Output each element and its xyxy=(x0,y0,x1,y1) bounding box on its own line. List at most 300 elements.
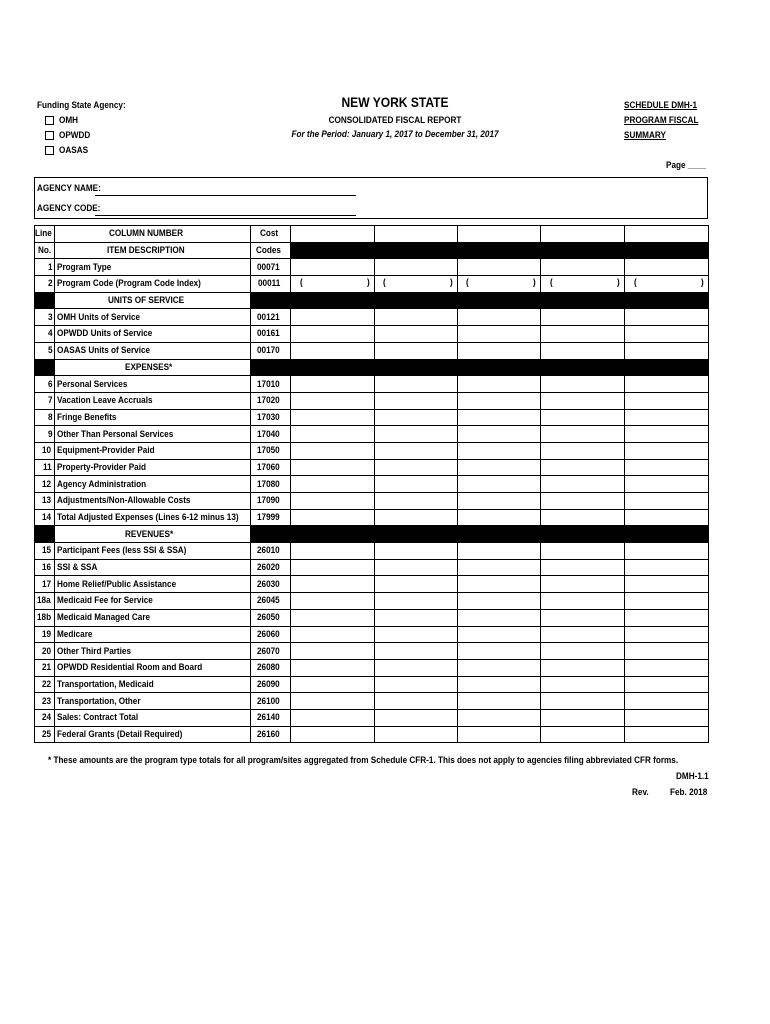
amount-input-cell[interactable] xyxy=(625,593,709,610)
amount-input-cell[interactable] xyxy=(291,326,375,343)
amount-input-cell[interactable] xyxy=(625,392,709,409)
amount-input-cell[interactable] xyxy=(625,442,709,459)
amount-input-cell[interactable] xyxy=(458,626,541,643)
amount-input-cell[interactable] xyxy=(541,493,625,510)
shaded-cell xyxy=(291,242,375,259)
amount-input-cell[interactable] xyxy=(375,509,458,526)
shaded-cell xyxy=(541,359,625,376)
column-header-input[interactable] xyxy=(458,226,541,243)
cost-code: 26020 xyxy=(251,559,291,576)
amount-input-cell[interactable] xyxy=(458,493,541,510)
checkbox-oasas[interactable] xyxy=(45,146,54,155)
amount-input-cell[interactable] xyxy=(291,426,375,443)
cost-code: 17080 xyxy=(251,476,291,493)
amount-input-cell[interactable] xyxy=(458,509,541,526)
funding-option-label: OPWDD xyxy=(59,130,91,141)
table-row xyxy=(35,459,709,476)
amount-input-cell[interactable] xyxy=(375,309,458,326)
table-row xyxy=(35,726,709,743)
amount-input-cell[interactable] xyxy=(541,709,625,726)
amount-input-cell[interactable] xyxy=(291,543,375,560)
header-cell-item-description: ITEM DESCRIPTION xyxy=(55,242,251,259)
item-description: Program Type xyxy=(55,259,251,276)
amount-input-cell[interactable] xyxy=(458,326,541,343)
amount-input-cell[interactable] xyxy=(291,376,375,393)
amount-input-cell[interactable] xyxy=(541,342,625,359)
report-period: For the Period: January 1, 2017 to December 31, 2017 xyxy=(291,129,499,140)
amount-input-cell[interactable] xyxy=(375,576,458,593)
item-description: Property-Provider Paid xyxy=(55,459,251,476)
amount-input-cell[interactable] xyxy=(375,593,458,610)
line-number: 5 xyxy=(35,342,55,359)
amount-input-cell[interactable] xyxy=(375,676,458,693)
shaded-cell xyxy=(458,359,541,376)
amount-input-cell[interactable] xyxy=(375,659,458,676)
paren-close: ) xyxy=(700,277,704,289)
checkbox-opwdd[interactable] xyxy=(45,131,54,140)
header-cell-codes: Codes xyxy=(251,242,291,259)
amount-input-cell[interactable] xyxy=(625,693,709,710)
header-cell-column-number: COLUMN NUMBER xyxy=(55,226,251,243)
amount-input-cell[interactable] xyxy=(541,309,625,326)
amount-input-cell[interactable] xyxy=(541,659,625,676)
amount-input-cell[interactable] xyxy=(458,392,541,409)
amount-input-cell[interactable] xyxy=(541,409,625,426)
amount-input-cell[interactable] xyxy=(375,476,458,493)
amount-input-cell[interactable] xyxy=(541,609,625,626)
funding-option-label: OASAS xyxy=(59,145,89,156)
shaded-cell xyxy=(291,526,375,543)
amount-input-cell[interactable] xyxy=(625,626,709,643)
amount-input-cell[interactable] xyxy=(458,559,541,576)
amount-input-cell[interactable] xyxy=(291,643,375,660)
shaded-cell xyxy=(375,526,458,543)
table-row xyxy=(35,693,709,710)
header-cell-cost: Cost xyxy=(251,226,291,243)
amount-input-cell[interactable] xyxy=(625,459,709,476)
amount-input-cell[interactable] xyxy=(625,709,709,726)
column-header-input[interactable] xyxy=(375,226,458,243)
shaded-cell xyxy=(458,526,541,543)
amount-input-cell[interactable] xyxy=(458,593,541,610)
shaded-cell xyxy=(541,242,625,259)
column-header-input[interactable] xyxy=(541,226,625,243)
page-number-field[interactable]: Page ____ xyxy=(666,160,706,171)
shaded-cell xyxy=(35,526,55,543)
cost-code: 17040 xyxy=(251,426,291,443)
amount-input-cell[interactable] xyxy=(291,276,375,293)
line-number: 19 xyxy=(35,626,55,643)
cost-code: 26030 xyxy=(251,576,291,593)
item-description: Participant Fees (less SSI & SSA) xyxy=(55,543,251,560)
amount-input-cell[interactable] xyxy=(375,376,458,393)
item-description: Fringe Benefits xyxy=(55,409,251,426)
table-row xyxy=(35,259,709,276)
amount-input-cell[interactable] xyxy=(375,276,458,293)
shaded-cell xyxy=(625,359,709,376)
section-title: EXPENSES* xyxy=(55,359,251,376)
amount-input-cell[interactable] xyxy=(541,376,625,393)
amount-input-cell[interactable] xyxy=(458,476,541,493)
amount-input-cell[interactable] xyxy=(458,676,541,693)
amount-input-cell[interactable] xyxy=(541,509,625,526)
line-number: 12 xyxy=(35,476,55,493)
amount-input-cell[interactable] xyxy=(291,626,375,643)
amount-input-cell[interactable] xyxy=(625,426,709,443)
header-row xyxy=(35,242,709,259)
paren-open: ( xyxy=(633,277,637,289)
amount-input-cell[interactable] xyxy=(375,259,458,276)
line-number: 14 xyxy=(35,509,55,526)
amount-input-cell[interactable] xyxy=(458,726,541,743)
amount-input-cell[interactable] xyxy=(541,693,625,710)
cost-code: 26080 xyxy=(251,659,291,676)
amount-input-cell[interactable] xyxy=(458,442,541,459)
amount-input-cell[interactable] xyxy=(625,276,709,293)
amount-input-cell[interactable] xyxy=(375,493,458,510)
funding-option-omh[interactable] xyxy=(45,115,81,126)
cost-code: 17999 xyxy=(251,509,291,526)
item-description: SSI & SSA xyxy=(55,559,251,576)
item-description: Medicare xyxy=(55,626,251,643)
amount-input-cell[interactable] xyxy=(375,559,458,576)
amount-input-cell[interactable] xyxy=(375,342,458,359)
amount-input-cell[interactable] xyxy=(541,543,625,560)
table-row xyxy=(35,543,709,560)
line-number: 7 xyxy=(35,392,55,409)
amount-input-cell[interactable] xyxy=(625,726,709,743)
agency-code-label: AGENCY CODE: xyxy=(37,203,101,214)
amount-input-cell[interactable] xyxy=(541,676,625,693)
form-id: DMH-1.1 xyxy=(676,771,709,782)
table-row xyxy=(35,442,709,459)
amount-input-cell[interactable] xyxy=(375,543,458,560)
agency-name-label: AGENCY NAME: xyxy=(37,183,101,194)
shaded-cell xyxy=(375,242,458,259)
shaded-cell xyxy=(375,359,458,376)
item-description: Transportation, Other xyxy=(55,693,251,710)
amount-input-cell[interactable] xyxy=(291,409,375,426)
amount-input-cell[interactable] xyxy=(291,442,375,459)
item-description: Personal Services xyxy=(55,376,251,393)
amount-input-cell[interactable] xyxy=(291,342,375,359)
table-row xyxy=(35,559,709,576)
item-description: Vacation Leave Accruals xyxy=(55,392,251,409)
state-title-wrap xyxy=(250,94,540,110)
paren-close: ) xyxy=(616,277,620,289)
cost-code: 00011 xyxy=(251,276,291,293)
shaded-cell xyxy=(541,526,625,543)
amount-input-cell[interactable] xyxy=(291,459,375,476)
cost-code: 26045 xyxy=(251,593,291,610)
amount-input-cell[interactable] xyxy=(375,426,458,443)
funding-option-label: OMH xyxy=(59,115,79,126)
line-number: 10 xyxy=(35,442,55,459)
line-number: 21 xyxy=(35,659,55,676)
amount-input-cell[interactable] xyxy=(291,259,375,276)
amount-input-cell[interactable] xyxy=(625,509,709,526)
amount-input-cell[interactable] xyxy=(375,459,458,476)
amount-input-cell[interactable] xyxy=(625,409,709,426)
amount-input-cell[interactable] xyxy=(375,693,458,710)
cost-code: 26050 xyxy=(251,609,291,626)
amount-input-cell[interactable] xyxy=(625,259,709,276)
shaded-cell xyxy=(458,242,541,259)
amount-input-cell[interactable] xyxy=(625,559,709,576)
amount-input-cell[interactable] xyxy=(541,726,625,743)
amount-input-cell[interactable] xyxy=(291,493,375,510)
amount-input-cell[interactable] xyxy=(541,643,625,660)
table-row xyxy=(35,593,709,610)
section-title: UNITS OF SERVICE xyxy=(55,292,251,309)
cost-code: 17060 xyxy=(251,459,291,476)
amount-input-cell[interactable] xyxy=(541,442,625,459)
cost-code: 00170 xyxy=(251,342,291,359)
shaded-cell xyxy=(35,359,55,376)
amount-input-cell[interactable] xyxy=(458,342,541,359)
table-row xyxy=(35,626,709,643)
amount-input-cell[interactable] xyxy=(458,693,541,710)
item-description: Adjustments/Non-Allowable Costs xyxy=(55,493,251,510)
revision-label: Rev. xyxy=(632,787,649,798)
amount-input-cell[interactable] xyxy=(375,409,458,426)
cost-code: 26140 xyxy=(251,709,291,726)
amount-input-cell[interactable] xyxy=(291,609,375,626)
cost-code: 17050 xyxy=(251,442,291,459)
amount-input-cell[interactable] xyxy=(625,543,709,560)
amount-input-cell[interactable] xyxy=(375,726,458,743)
funding-option-oasas[interactable] xyxy=(45,145,93,156)
amount-input-cell[interactable] xyxy=(458,426,541,443)
table-row xyxy=(35,342,709,359)
agency-info-box xyxy=(34,177,708,219)
line-number: 2 xyxy=(35,276,55,293)
table-row xyxy=(35,609,709,626)
line-number: 23 xyxy=(35,693,55,710)
amount-input-cell[interactable] xyxy=(541,392,625,409)
item-description: Home Relief/Public Assistance xyxy=(55,576,251,593)
amount-input-cell[interactable] xyxy=(458,659,541,676)
item-description: OPWDD Units of Service xyxy=(55,326,251,343)
report-title: CONSOLIDATED FISCAL REPORT xyxy=(328,115,462,126)
item-description: OASAS Units of Service xyxy=(55,342,251,359)
program-fiscal-summary-table xyxy=(34,225,709,743)
item-description: OMH Units of Service xyxy=(55,309,251,326)
amount-input-cell[interactable] xyxy=(625,376,709,393)
section-expenses xyxy=(35,359,709,376)
table-row xyxy=(35,659,709,676)
schedule-label: SUMMARY xyxy=(624,130,666,141)
section-revenues xyxy=(35,526,709,543)
amount-input-cell[interactable] xyxy=(291,726,375,743)
amount-input-cell[interactable] xyxy=(458,543,541,560)
item-description: Transportation, Medicaid xyxy=(55,676,251,693)
schedule-label: SCHEDULE DMH-1 xyxy=(624,100,698,111)
state-title: NEW YORK STATE xyxy=(341,94,449,110)
amount-input-cell[interactable] xyxy=(458,259,541,276)
header-row xyxy=(35,226,709,243)
amount-input-cell[interactable] xyxy=(458,609,541,626)
cost-code: 26070 xyxy=(251,643,291,660)
item-description: Equipment-Provider Paid xyxy=(55,442,251,459)
item-description: Medicaid Fee for Service xyxy=(55,593,251,610)
amount-input-cell[interactable] xyxy=(541,326,625,343)
cost-code: 17020 xyxy=(251,392,291,409)
paren-open: ( xyxy=(383,277,386,289)
amount-input-cell[interactable] xyxy=(541,476,625,493)
amount-input-cell[interactable] xyxy=(291,659,375,676)
cost-code: 00071 xyxy=(251,259,291,276)
table-row xyxy=(35,392,709,409)
amount-input-cell[interactable] xyxy=(458,376,541,393)
table-row xyxy=(35,376,709,393)
amount-input-cell[interactable] xyxy=(625,326,709,343)
amount-input-cell[interactable] xyxy=(291,392,375,409)
amount-input-cell[interactable] xyxy=(291,709,375,726)
paren-close: ) xyxy=(449,277,453,289)
paren-close: ) xyxy=(532,277,536,289)
table-row xyxy=(35,326,709,343)
amount-input-cell[interactable] xyxy=(375,392,458,409)
table-row xyxy=(35,576,709,593)
amount-input-cell[interactable] xyxy=(291,593,375,610)
amount-input-cell[interactable] xyxy=(541,276,625,293)
shaded-cell xyxy=(251,359,291,376)
line-number: 3 xyxy=(35,309,55,326)
table-row xyxy=(35,426,709,443)
line-number: 1 xyxy=(35,259,55,276)
amount-input-cell[interactable] xyxy=(625,493,709,510)
report-title-wrap xyxy=(250,115,540,126)
amount-input-cell[interactable] xyxy=(291,509,375,526)
line-number: 24 xyxy=(35,709,55,726)
table-row xyxy=(35,309,709,326)
table-row xyxy=(35,409,709,426)
item-description: Total Adjusted Expenses (Lines 6-12 minus 13) xyxy=(55,509,251,526)
amount-input-cell[interactable] xyxy=(375,442,458,459)
amount-input-cell[interactable] xyxy=(291,676,375,693)
shaded-cell xyxy=(375,292,458,309)
cost-code: 26010 xyxy=(251,543,291,560)
paren-open: ( xyxy=(466,277,469,289)
line-number: 6 xyxy=(35,376,55,393)
amount-input-cell[interactable] xyxy=(375,709,458,726)
amount-input-cell[interactable] xyxy=(375,626,458,643)
amount-input-cell[interactable] xyxy=(625,576,709,593)
amount-input-cell[interactable] xyxy=(458,459,541,476)
line-number: 18a xyxy=(35,593,55,610)
line-number: 13 xyxy=(35,493,55,510)
checkbox-omh[interactable] xyxy=(45,116,54,125)
cost-code: 17030 xyxy=(251,409,291,426)
line-number: 11 xyxy=(35,459,55,476)
amount-input-cell[interactable] xyxy=(625,342,709,359)
amount-input-cell[interactable] xyxy=(541,459,625,476)
cost-code: 26160 xyxy=(251,726,291,743)
shaded-cell xyxy=(541,292,625,309)
shaded-cell xyxy=(35,292,55,309)
amount-input-cell[interactable] xyxy=(625,309,709,326)
amount-input-cell[interactable] xyxy=(291,559,375,576)
column-header-input[interactable] xyxy=(291,226,375,243)
revision-date: Feb. 2018 xyxy=(670,787,708,798)
paren-open: ( xyxy=(549,277,553,289)
cost-code: 17090 xyxy=(251,493,291,510)
line-number: 20 xyxy=(35,643,55,660)
amount-input-cell[interactable] xyxy=(458,409,541,426)
header-cell-line: Line xyxy=(35,226,55,243)
amount-input-cell[interactable] xyxy=(541,626,625,643)
amount-input-cell[interactable] xyxy=(625,659,709,676)
amount-input-cell[interactable] xyxy=(541,426,625,443)
table-row xyxy=(35,476,709,493)
cost-code: 26090 xyxy=(251,676,291,693)
amount-input-cell[interactable] xyxy=(458,643,541,660)
amount-input-cell[interactable] xyxy=(625,476,709,493)
line-number: 25 xyxy=(35,726,55,743)
amount-input-cell[interactable] xyxy=(625,676,709,693)
line-number: 18b xyxy=(35,609,55,626)
amount-input-cell[interactable] xyxy=(541,259,625,276)
shaded-cell xyxy=(625,242,709,259)
item-description: OPWDD Residential Room and Board xyxy=(55,659,251,676)
shaded-cell xyxy=(291,359,375,376)
table-row xyxy=(35,643,709,660)
amount-input-cell[interactable] xyxy=(458,276,541,293)
cost-code: 26060 xyxy=(251,626,291,643)
shaded-cell xyxy=(458,292,541,309)
amount-input-cell[interactable] xyxy=(458,309,541,326)
column-header-input[interactable] xyxy=(625,226,709,243)
amount-input-cell[interactable] xyxy=(541,559,625,576)
cost-code: 00121 xyxy=(251,309,291,326)
agency-name-input[interactable] xyxy=(95,195,356,196)
line-number: 8 xyxy=(35,409,55,426)
line-number: 9 xyxy=(35,426,55,443)
agency-code-input[interactable] xyxy=(95,215,356,216)
item-description: Program Code (Program Code Index) xyxy=(55,276,251,293)
period-wrap xyxy=(250,129,540,140)
funding-option-opwdd[interactable] xyxy=(45,130,95,141)
amount-input-cell[interactable] xyxy=(625,609,709,626)
amount-input-cell[interactable] xyxy=(291,476,375,493)
table-row xyxy=(35,493,709,510)
cost-code: 00161 xyxy=(251,326,291,343)
amount-input-cell[interactable] xyxy=(541,593,625,610)
paren-close: ) xyxy=(366,277,370,289)
schedule-label: PROGRAM FISCAL xyxy=(624,115,699,126)
amount-input-cell[interactable] xyxy=(625,643,709,660)
line-number: 15 xyxy=(35,543,55,560)
item-description: Other Third Parties xyxy=(55,643,251,660)
amount-input-cell[interactable] xyxy=(458,709,541,726)
funding-agency-label: Funding State Agency: xyxy=(37,100,126,111)
table-row xyxy=(35,676,709,693)
cost-code: 17010 xyxy=(251,376,291,393)
line-number: 4 xyxy=(35,326,55,343)
item-description: Federal Grants (Detail Required) xyxy=(55,726,251,743)
amount-input-cell[interactable] xyxy=(291,576,375,593)
amount-input-cell[interactable] xyxy=(291,309,375,326)
amount-input-cell[interactable] xyxy=(375,643,458,660)
amount-input-cell[interactable] xyxy=(541,576,625,593)
paren-open: ( xyxy=(299,277,303,289)
amount-input-cell[interactable] xyxy=(291,693,375,710)
section-title: REVENUES* xyxy=(55,526,251,543)
amount-input-cell[interactable] xyxy=(375,326,458,343)
amount-input-cell[interactable] xyxy=(375,609,458,626)
amount-input-cell[interactable] xyxy=(458,576,541,593)
